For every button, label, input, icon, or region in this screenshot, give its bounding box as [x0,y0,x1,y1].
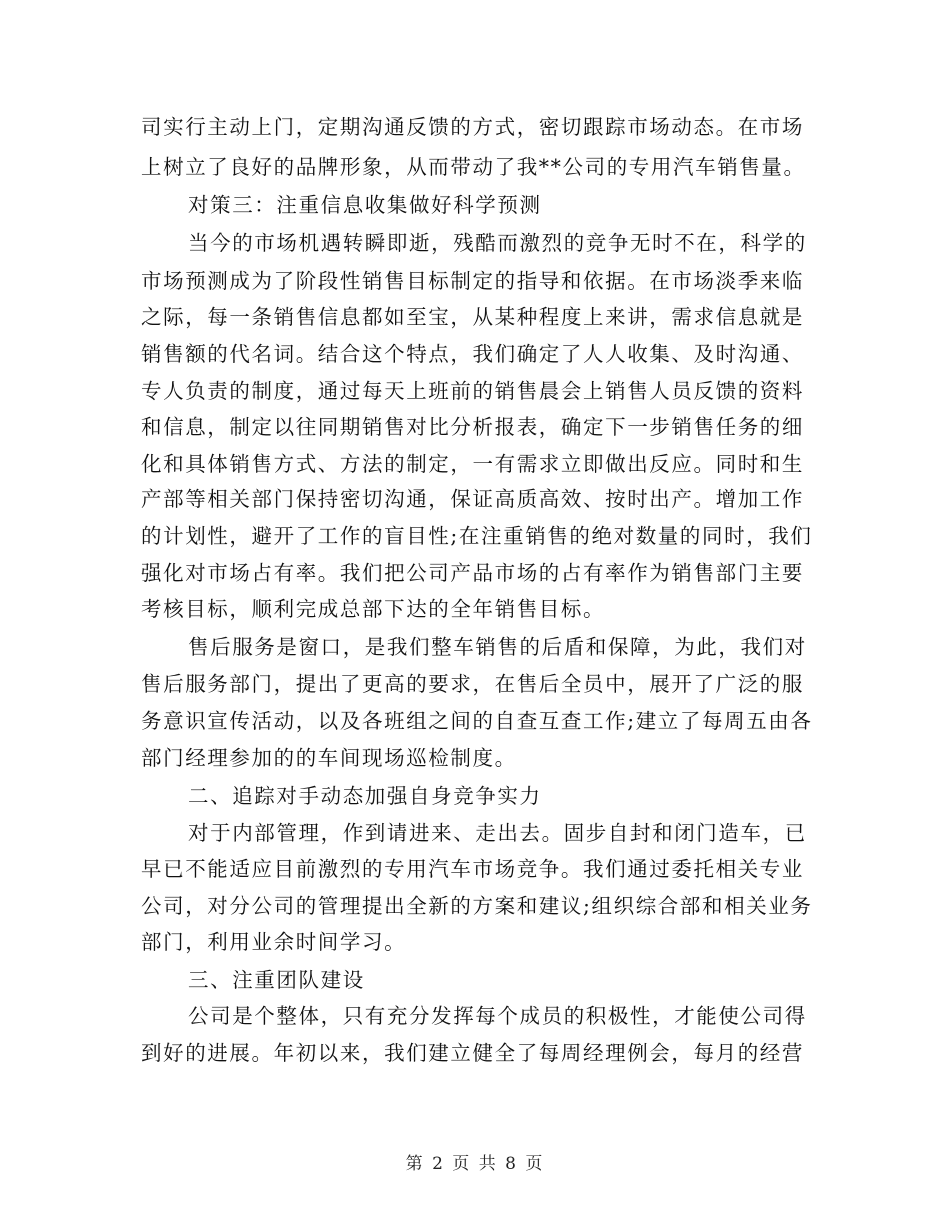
text-line: 务意识宣传活动，以及各班组之间的自查互查工作;建立了每周五由各 [141,709,813,733]
text-line: 和信息，制定以往同期销售对比分析报表，确定下一步销售任务的细 [141,415,804,439]
text-line: 到好的进展。年初以来，我们建立健全了每周经理例会，每月的经营 [141,1041,804,1065]
text-line: 专人负责的制度，通过每天上班前的销售晨会上销售人员反馈的资料 [141,379,804,403]
text-line: 公司，对分公司的管理提出全新的方案和建议;组织综合部和相关业务 [141,894,813,918]
section-heading: 二、追踪对手动态加强自身竞争实力 [188,784,542,808]
text-line: 售后服务部门，提出了更高的要求，在售后全员中，展开了广泛的服 [141,672,804,696]
text-line: 早已不能适应目前激烈的专用汽车市场竞争。我们通过委托相关专业 [141,857,804,881]
text-line: 产部等相关部门保持密切沟通，保证高质高效、按时出产。增加工作 [141,487,804,511]
text-line: 司实行主动上门，定期沟通反馈的方式，密切跟踪市场动态。在市场 [141,115,804,139]
text-line: 考核目标，顺利完成总部下达的全年销售目标。 [141,597,606,621]
text-line: 当今的市场机遇转瞬即逝，残酷而激烈的竞争无时不在，科学的 [188,231,807,255]
text-line: 销售额的代名词。结合这个特点，我们确定了人人收集、及时沟通、 [141,342,804,366]
text-line: 之际，每一条销售信息都如至宝，从某种程度上来讲，需求信息就是 [141,305,804,329]
text-line: 的计划性，避开了工作的盲目性;在注重销售的绝对数量的同时，我们 [141,524,813,548]
text-line: 部门，利用业余时间学习。 [141,930,407,954]
text-line: 售后服务是窗口，是我们整车销售的后盾和保障，为此，我们对 [188,635,807,659]
section-heading: 对策三：注重信息收集做好科学预测 [188,193,542,217]
text-line: 市场预测成为了阶段性销售目标制定的指导和依据。在市场淡季来临 [141,269,804,293]
section-heading: 三、注重团队建设 [188,968,365,992]
page-number: 第 2 页 共 8 页 [405,1154,545,1174]
text-line: 部门经理参加的的车间现场巡检制度。 [141,746,517,770]
text-line: 上树立了良好的品牌形象，从而带动了我**公司的专用汽车销售量。 [141,155,806,179]
text-line: 公司是个整体，只有充分发挥每个成员的积极性，才能使公司得 [188,1004,807,1028]
text-line: 对于内部管理，作到请进来、走出去。固步自封和闭门造车，已 [188,821,807,845]
text-line: 化和具体销售方式、方法的制定，一有需求立即做出反应。同时和生 [141,452,804,476]
text-line: 强化对市场占有率。我们把公司产品市场的占有率作为销售部门主要 [141,561,804,585]
